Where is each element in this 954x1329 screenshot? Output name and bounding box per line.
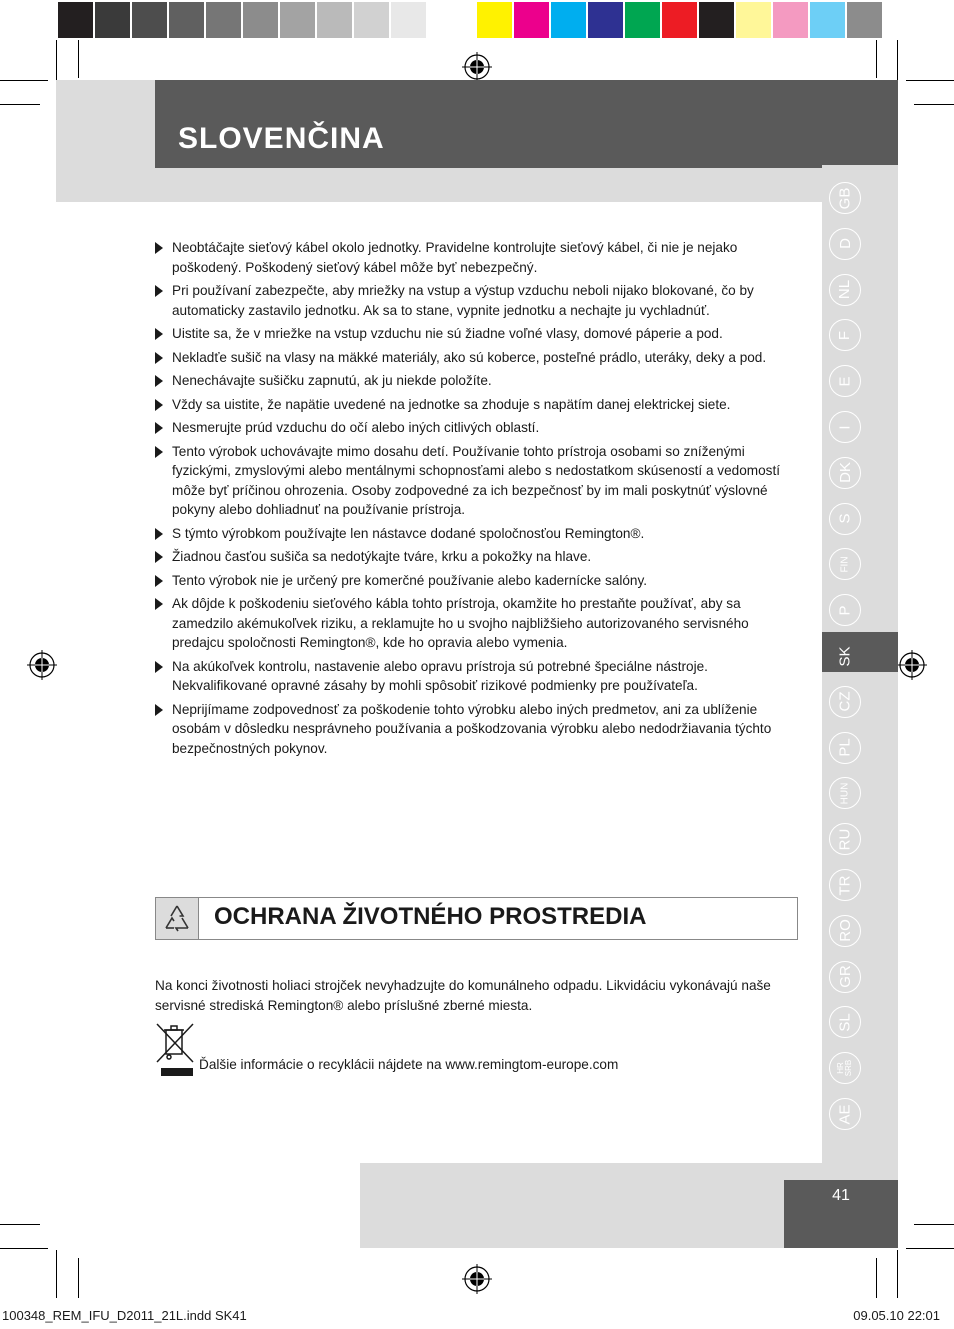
registration-mark-icon (462, 52, 492, 82)
registration-mark-icon (897, 650, 927, 680)
safety-bullet-text: Uistite sa, že v mriežke na vstup vzduchu nie sú žiadne voľné vlasy, domové páperie a pod. (172, 326, 723, 341)
language-tab-label: F (836, 330, 854, 340)
safety-bullet-text: Nekladťe sušič na vlasy na mäkké materiály, ako sú koberce, posteľné prádlo, uteráky, deky a pod. (172, 349, 767, 365)
environment-paragraph (155, 976, 775, 1015)
language-tab-label: RU (836, 828, 854, 851)
language-tab-label: HR SRB (835, 1059, 853, 1077)
safety-bullet (155, 547, 780, 567)
registration-mark-icon (462, 1264, 492, 1294)
color-swatch (551, 2, 586, 38)
safety-bullet (155, 348, 780, 368)
language-tab-label: CZ (836, 691, 854, 712)
safety-bullet (155, 657, 780, 696)
recycle-info-text: Ďalšie informácie o recyklácii nájdete na www.remingtom-europe.com (199, 1057, 619, 1072)
color-swatch (95, 2, 130, 38)
bullet-arrow-icon (155, 446, 163, 458)
language-tab-label: TR (836, 875, 854, 895)
page-title: SLOVENČINA (178, 122, 385, 155)
safety-bullet-text: Tento výrobok uchovávajte mimo dosahu detí. Používanie tohto prístroja osobami so zníženými fyzickými, zmyslovými alebo mentálnymi schopnosťami alebo s nedostatkom skúseností a vedomostí môže byť príčinou ohrozenia. Osoby zodpovedné za ich bezpečnosť by im mali poskytnúť výslovné pokyny alebo dohliadnuť na používanie prístroja. (172, 443, 781, 517)
crop-mark (914, 1224, 954, 1225)
safety-bullet-text: Pri používaní zabezpečte, aby mriežky na vstup a výstup vzduchu neboli nijako blokované, čo by automaticky zastavilo jednotku. Ak sa to stane, vypnite jednotku a nechajte ju vychladnúť. (172, 283, 754, 318)
crop-mark (876, 1258, 877, 1298)
color-swatch (58, 2, 93, 38)
language-tab-label: RO (836, 919, 854, 943)
safety-bullet (155, 594, 780, 653)
language-tab-gb[interactable] (829, 182, 861, 214)
environment-section-header (155, 897, 798, 940)
language-tab-nl[interactable] (829, 274, 861, 306)
safety-bullet-text: Tento výrobok nie je určený pre komerčné používanie alebo kadernícke salóny. (172, 572, 648, 588)
registration-mark-icon (27, 650, 57, 680)
safety-bullet (155, 442, 780, 520)
language-tab-label: SK (836, 645, 854, 667)
color-swatch (280, 2, 315, 38)
page-number: 41 (832, 1187, 850, 1204)
language-tab-label: E (836, 376, 854, 387)
bullet-arrow-icon (155, 422, 163, 434)
language-tab-label: D (836, 238, 854, 250)
crop-mark (0, 80, 48, 81)
color-swatch (625, 2, 660, 38)
bullet-arrow-icon (155, 328, 163, 340)
safety-bullet (155, 238, 780, 277)
safety-bullet (155, 371, 780, 391)
language-tab-dk[interactable] (829, 457, 861, 489)
language-tab-label: AE (836, 1103, 854, 1125)
recycle-icon (156, 898, 199, 939)
bullet-arrow-icon (155, 598, 163, 610)
safety-bullet (155, 700, 780, 759)
environment-paragraph-text: Na konci životnosti holiaci strojček nevyhadzujte do komunálneho odpadu. Likvidáciu vykonávajú naše servisné strediská Remington® alebo príslušné zberné miesta. (155, 978, 771, 1013)
language-tab-label: FIN (839, 556, 851, 573)
safety-bullet-text: Ak dôjde k poškodeniu sieťového kábla tohto prístroja, okamžite ho prestaňte používať, aby sa zamedzilo akémukoľvek riziku, a reklamujte ho u svojho najbližšieho autorizovaného servisného predajcu spoločnosti Remington®, kde ho opravia alebo vymenia. (172, 596, 749, 650)
safety-bullet-text: Na akúkoľvek kontrolu, nastavenie alebo opravu prístroja sú potrebné špeciálne nástroje. Nekvalifikované opravné zásahy by mohli spôsobiť rizikové podmienky pre používateľa. (172, 658, 708, 693)
safety-bullet (155, 571, 780, 591)
language-tab-label: I (836, 424, 854, 430)
footer-file-name: 100348_REM_IFU_D2011_21L.indd SK41 (2, 1308, 247, 1323)
color-swatch (243, 2, 278, 38)
bullet-arrow-icon (155, 661, 163, 673)
language-tab-ae[interactable] (829, 1098, 861, 1130)
language-tab-hr-srb[interactable] (829, 1052, 861, 1084)
crop-mark (0, 104, 40, 105)
safety-instructions-list (155, 238, 780, 762)
crop-mark (0, 1224, 40, 1225)
safety-bullet (155, 281, 780, 320)
color-swatch (514, 2, 549, 38)
language-tab-p[interactable] (829, 594, 861, 626)
safety-bullet-text: Neobtáčajte sieťový kábel okolo jednotky. Pravidelne kontrolujte sieťový kábel, či nie je nejako poškodený. Poškodený sieťový kábel môže byť nebezpečný. (172, 240, 738, 275)
language-tab-d[interactable] (829, 228, 861, 260)
crop-mark (78, 40, 79, 78)
color-swatch (588, 2, 623, 38)
language-tab-label: DK (836, 462, 854, 484)
color-swatch (169, 2, 204, 38)
color-swatch (354, 2, 389, 38)
language-tab-label: HUN (839, 782, 851, 805)
safety-bullet-text: Žiadnou časťou sušiča sa nedotýkajte tváre, krku a pokožky na hlave. (172, 549, 592, 564)
color-swatch (773, 2, 808, 38)
language-tab-label: PL (836, 738, 854, 757)
language-tab-cz[interactable] (829, 686, 861, 718)
crop-mark (0, 1248, 48, 1249)
safety-bullet (155, 418, 780, 438)
crop-mark (914, 104, 954, 105)
safety-bullet (155, 395, 780, 415)
safety-bullet-text: Vždy sa uistite, že napätie uvedené na jednotke sa zhoduje s napätím danej elektrickej siete. (172, 396, 731, 412)
safety-bullet-text: Nenechávajte sušičku zapnutú, ak ju niekde položíte. (172, 373, 492, 388)
crop-mark (906, 80, 954, 81)
color-swatch (847, 2, 882, 38)
crop-mark (78, 1258, 79, 1298)
safety-bullet (155, 324, 780, 344)
bullet-arrow-icon (155, 242, 163, 254)
crop-mark (897, 1250, 898, 1298)
bullet-arrow-icon (155, 352, 163, 364)
language-tab-ro[interactable] (829, 915, 861, 947)
color-swatch (736, 2, 771, 38)
language-tab-s[interactable] (829, 503, 861, 535)
bullet-arrow-icon (155, 575, 163, 587)
bullet-arrow-icon (155, 528, 163, 540)
language-tab-label: P (836, 605, 854, 616)
safety-bullet-text: Neprijímame zodpovednosť za poškodenie tohto výrobku alebo iných predmetov, ani za ublíženie osobám v dôsledku nesprávneho používania a poškodzovania výrobku alebo nedodržiavania týchto bezpečnostných pokynov. (172, 701, 772, 756)
crop-mark (906, 1248, 954, 1249)
language-tab-label: GR (836, 965, 854, 988)
crossed-bin-icon (155, 1022, 195, 1078)
color-swatch (206, 2, 241, 38)
language-tab-label: GB (836, 187, 854, 209)
language-tab-label: SL (836, 1013, 854, 1032)
bullet-arrow-icon (155, 285, 163, 297)
crop-mark (876, 40, 877, 78)
bullet-arrow-icon (155, 399, 163, 411)
safety-bullet-text: Nesmerujte prúd vzduchu do očí alebo iných citlivých oblastí. (172, 420, 540, 435)
color-swatch (317, 2, 352, 38)
safety-bullet (155, 524, 780, 544)
language-tab-tr[interactable] (829, 869, 861, 901)
bullet-arrow-icon (155, 704, 163, 716)
language-tab-label: NL (836, 280, 854, 300)
language-tab-pl[interactable] (829, 732, 861, 764)
crop-mark (56, 1250, 57, 1298)
color-swatch (391, 2, 426, 38)
language-tab-label: S (836, 513, 854, 524)
language-tab-e[interactable] (829, 365, 861, 397)
color-swatch (132, 2, 167, 38)
color-swatch (662, 2, 697, 38)
footer-date: 09.05.10 22:01 (853, 1308, 940, 1323)
color-swatch (477, 2, 512, 38)
safety-bullet-text: S týmto výrobkom používajte len nástavce dodané spoločnosťou Remington®. (172, 525, 645, 541)
language-tab-i[interactable] (829, 411, 861, 443)
color-calibration-bar (58, 2, 884, 38)
color-swatch (699, 2, 734, 38)
language-tab-ru[interactable] (829, 823, 861, 855)
language-tab-sk[interactable] (829, 640, 861, 672)
bullet-arrow-icon (155, 375, 163, 387)
bullet-arrow-icon (155, 551, 163, 563)
color-swatch (810, 2, 845, 38)
environment-title: OCHRANA ŽIVOTNÉHO PROSTREDIA (214, 903, 647, 930)
color-swatch (428, 2, 463, 38)
language-tab-gr[interactable] (829, 961, 861, 993)
